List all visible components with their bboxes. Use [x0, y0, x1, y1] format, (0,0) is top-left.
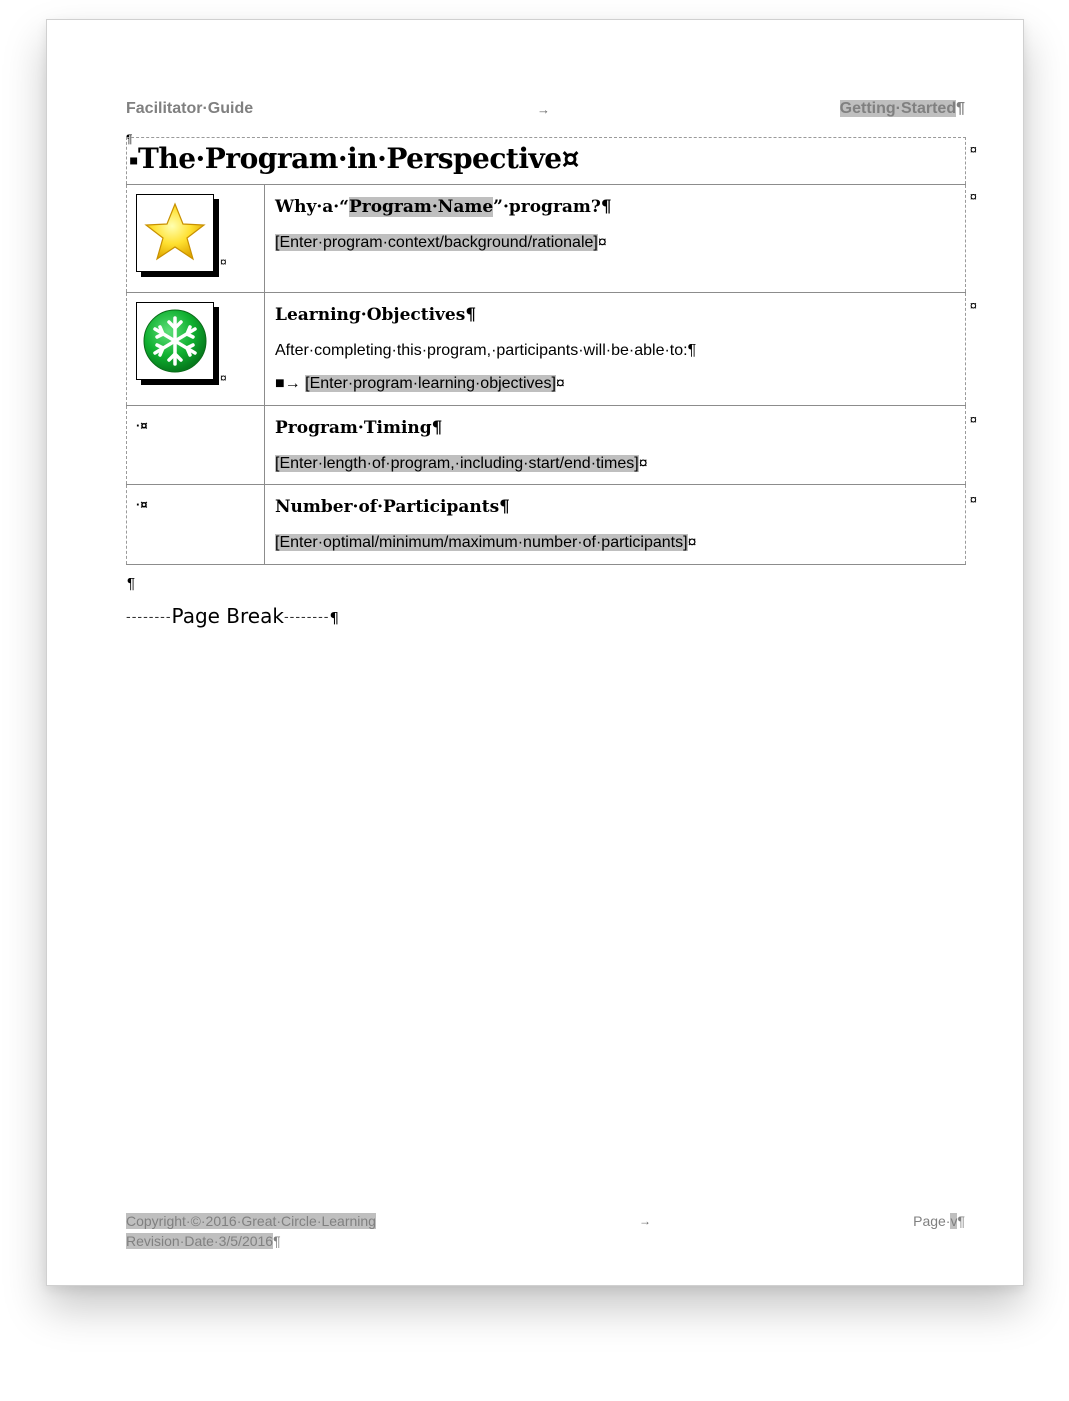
cell-end-mark: ¤ [220, 255, 227, 269]
star-icon [143, 201, 207, 265]
row-heading-objectives[interactable]: Learning·Objectives¶ [275, 305, 477, 325]
program-perspective-table [126, 137, 966, 565]
row-end-mark: ¤ [969, 298, 977, 313]
row-placeholder-context[interactable]: [Enter·program·context/background/rationale]¤ [275, 234, 607, 251]
row-heading-participants[interactable]: Number·of·Participants¶ [275, 497, 510, 517]
table-row [127, 485, 966, 565]
header-empty-paragraph: ¶ [126, 132, 133, 146]
header-right[interactable] [840, 100, 965, 118]
footer-tab-arrow: → [639, 1214, 651, 1228]
header-tab-arrow: → [537, 102, 550, 117]
row-placeholder-participants[interactable]: [Enter·optimal/minimum/maximum·number·of·participants]¤ [275, 534, 697, 551]
empty-icon-cell[interactable] [127, 485, 265, 565]
footer-page-number[interactable]: Page·v¶ [913, 1213, 965, 1229]
content-cell[interactable] [265, 406, 966, 485]
row-placeholder-timing[interactable]: [Enter·length·of·program,·including·start/end·times]¤ [275, 455, 648, 472]
table-row [127, 406, 966, 485]
row-objectives-bullet[interactable]: ■→ [Enter·program·learning·objectives]¤ [275, 375, 565, 392]
footer-copyright[interactable]: Copyright·©·2016·Great·Circle·Learning [126, 1213, 376, 1229]
table-row [127, 293, 966, 406]
header-right-text[interactable]: Getting·Started [839, 100, 957, 117]
document-page [46, 19, 1024, 1286]
row-heading-timing[interactable]: Program·Timing¶ [275, 418, 443, 438]
content-cell[interactable] [265, 185, 966, 293]
empty-icon-cell[interactable] [127, 406, 265, 485]
page-break-indicator[interactable]: --------Page Break--------¶ [126, 604, 340, 628]
table-title[interactable]: ▪The·Program·in·Perspective¤ [129, 142, 579, 175]
empty-paragraph-mark: ¶ [127, 575, 136, 592]
row-objectives-intro[interactable]: After·completing·this·program,·participants·will·be·able·to:¶ [275, 342, 697, 359]
cell-empty-mark: ·¤ [136, 497, 148, 512]
row-heading-why[interactable]: Why·a·“Program·Name”·program?¶ [275, 197, 612, 217]
icon-cell [127, 185, 265, 293]
content-cell[interactable] [265, 293, 966, 406]
snowflake-icon-box [136, 302, 214, 380]
header-left-text[interactable]: Facilitator·Guide [126, 100, 254, 117]
cell-end-mark: ¤ [220, 371, 227, 385]
row-end-mark: ¤ [969, 142, 977, 157]
row-end-mark: ¤ [969, 189, 977, 204]
snowflake-icon [142, 308, 208, 374]
row-end-mark: ¤ [969, 492, 977, 507]
header-para-mark: ¶ [956, 100, 965, 117]
table-title-cell[interactable] [127, 138, 966, 185]
icon-cell [127, 293, 265, 406]
star-icon-box [136, 194, 214, 272]
cell-empty-mark: ·¤ [136, 418, 148, 433]
row-end-mark: ¤ [969, 412, 977, 427]
content-cell[interactable] [265, 485, 966, 565]
table-row [127, 185, 966, 293]
footer-revision-date[interactable]: Revision·Date·3/5/2016¶ [126, 1233, 281, 1249]
page-break-label: Page Break [171, 604, 284, 628]
